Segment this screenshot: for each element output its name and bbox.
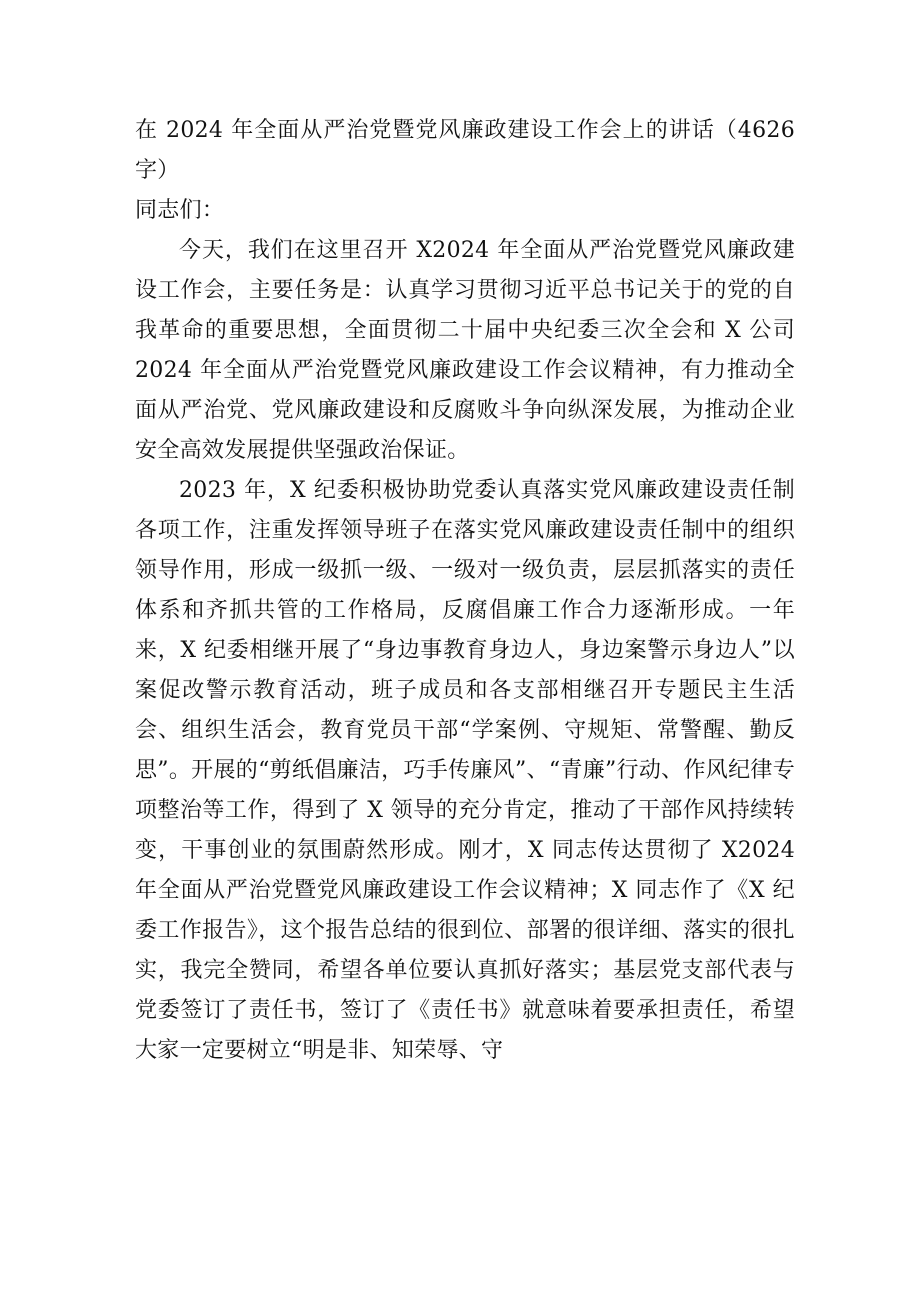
document-title: 在 2024 年全面从严治党暨党风廉政建设工作会上的讲话（4626 字） [135, 118, 795, 183]
salutation: 同志们： [135, 198, 225, 223]
paragraph-2: 2023 年，X 纪委积极协助党委认真落实党风廉政建设责任制各项工作，注重发挥领导班子在落实党风廉政建设责任制中的组织领导作用，形成一级抓一级、一级对一级负责，层层抓落实的责任体系和齐抓共管的工作格局，反腐倡廉工作合力逐渐形成。一年来，X 纪委相继开展了“身边事教育身边人，身边案警示身边人”以案促改警示教育活动，班子成员和各支部相继召开专题民主生活会、组织生活会，教育党员干部“学案例、守规矩、常警醒、勤反思”。开展的“剪纸倡廉洁，巧手传廉风”、“青廉”行动、作风纪律专项整治等工作，得到了 X 领导的充分肯定，推动了干部作风持续转变，干事创业的氛围蔚然形成。刚才，X 同志传达贯彻了 X2024 年全面从严治党暨党风廉政建设工作会议精神；X 同志作了《X 纪委工作报告》，这个报告总结的很到位、部署的很详细、落实的很扎实，我完全赞同，希望各单位要认真抓好落实；基层党支部代表与党委签订了责任书，签订了《责任书》就意味着要承担责任，希望大家一定要树立“明是非、知荣辱、守 [135, 478, 795, 1063]
document-body [135, 111, 795, 1071]
paragraph-1: 今天，我们在这里召开 X2024 年全面从严治党暨党风廉政建设工作会，主要任务是：认真学习贯彻习近平总书记关于的党的自我革命的重要思想，全面贯彻二十届中央纪委三次全会和 X 公司 2024 年全面从严治党暨党风廉政建设工作会议精神，有力推动全面从严治党、党风廉政建设和反腐败斗争向纵深发展，为推动企业安全高效发展提供坚强政治保证。 [135, 238, 795, 463]
